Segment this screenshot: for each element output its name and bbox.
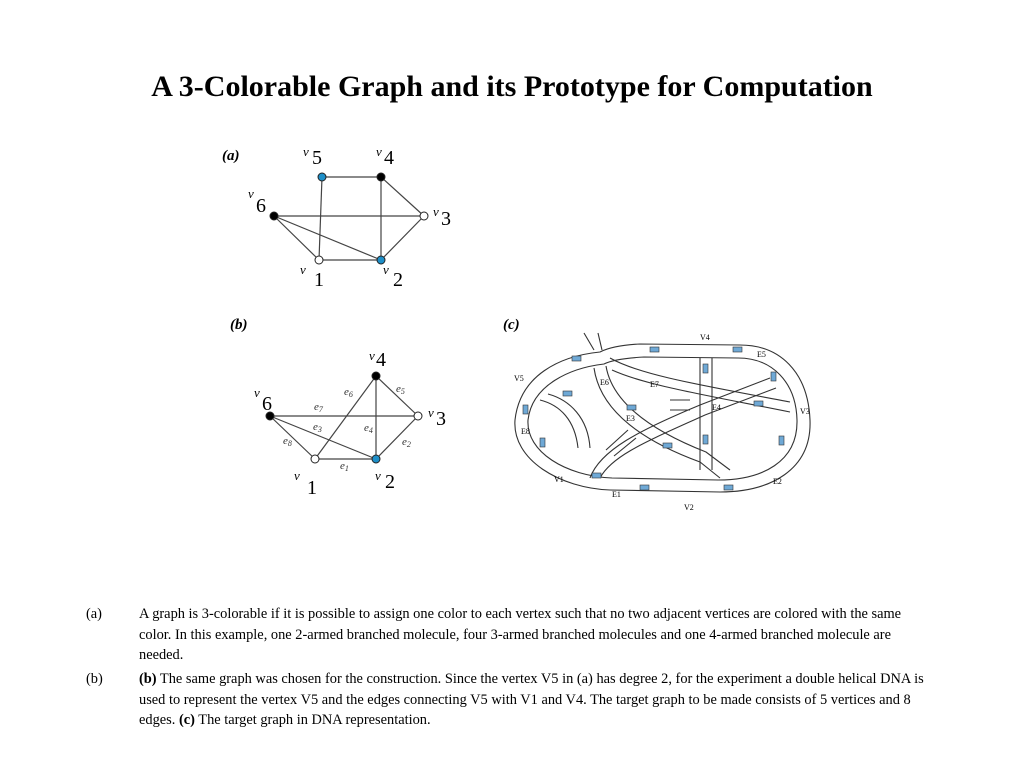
edge-label-e4: e4 <box>364 422 373 435</box>
dna-segment <box>703 435 708 444</box>
vertex-a-v6 <box>270 212 278 220</box>
dna-boxes <box>523 347 784 490</box>
dna-segment <box>771 372 776 381</box>
label-a-v5-prefix: v <box>303 144 309 159</box>
label-a-v4-num: 4 <box>384 147 394 169</box>
caption-b-text2: The target graph in DNA representation. <box>194 712 431 728</box>
label-a-v2-num: 2 <box>393 269 403 291</box>
dna-segment <box>523 405 528 414</box>
edge-label-e6: e6 <box>344 386 353 399</box>
vertex-b-v1 <box>311 455 319 463</box>
graph-a <box>274 177 424 260</box>
label-a-v5-num: 5 <box>312 147 322 169</box>
edge-b-e2 <box>376 416 418 459</box>
inner-strand-5b <box>548 394 590 448</box>
label-b-v1-prefix: v <box>294 468 300 483</box>
label-b-v2-prefix: v <box>375 468 381 483</box>
vertex-a-v1 <box>315 256 323 264</box>
label-b-v6-num: 6 <box>262 393 272 415</box>
dna-label-V5: V5 <box>514 374 524 383</box>
dna-label-V4: V4 <box>700 333 710 342</box>
dna-label-E1: E1 <box>612 490 621 499</box>
panel-c-label: (c) <box>503 317 520 333</box>
caption-b-text <box>139 669 929 731</box>
edge-v4-v3 <box>381 177 424 216</box>
edge-label-e1: e1 <box>340 460 349 473</box>
dna-label-E6: E6 <box>600 378 609 387</box>
dna-label-V2: V2 <box>684 503 694 512</box>
dna-segment <box>663 443 672 448</box>
dna-label-V1: V1 <box>554 475 564 484</box>
edge-label-e3: e3 <box>313 421 322 434</box>
outer-strand-outer <box>515 344 810 492</box>
dna-segment <box>754 401 763 406</box>
label-a-v1-prefix: v <box>300 262 306 277</box>
vertex-b-v3 <box>414 412 422 420</box>
label-a-v3-num: 3 <box>441 208 451 230</box>
vertex-a-v4 <box>377 173 385 181</box>
label-b-v2-num: 2 <box>385 471 395 493</box>
panel-b-label: (b) <box>230 317 248 333</box>
dna-segment <box>733 347 742 352</box>
edge-v5-v1 <box>319 177 322 260</box>
spike-right <box>670 400 690 410</box>
dna-segment <box>779 436 784 445</box>
dna-label-E2: E2 <box>773 477 782 486</box>
dna-label-E7: E7 <box>650 380 659 389</box>
edge-v2-v3 <box>381 216 424 260</box>
dna-label-E8: E8 <box>521 427 530 436</box>
vertex-b-v4 <box>372 372 380 380</box>
label-b-v3-prefix: v <box>428 405 434 420</box>
caption-b-text1: The same graph was chosen for the construction. Since the vertex V5 in (a) has degree 2, for the experiment a double helical DNA is used to represent the vertex V5 and the edges connecting V5 with V1 and V4. The target graph to be made consists of 5 vertices and 8 edges. <box>139 671 924 728</box>
label-a-v6-num: 6 <box>256 195 266 217</box>
label-a-v6-prefix: v <box>248 186 254 201</box>
label-b-v6-prefix: v <box>254 385 260 400</box>
dna-segment <box>540 438 545 447</box>
edge-label-e5: e5 <box>396 383 405 396</box>
dna-segment <box>627 405 636 410</box>
spike-top <box>584 333 602 350</box>
edge-b-e5 <box>376 376 418 416</box>
label-a-v3-prefix: v <box>433 204 439 219</box>
edge-label-e2: e2 <box>402 436 411 449</box>
dna-label-E3: E3 <box>626 414 635 423</box>
label-a-v2-prefix: v <box>383 262 389 277</box>
panel-a-label: (a) <box>222 148 240 164</box>
dna-segment <box>724 485 733 490</box>
caption-b-bold-b: (b) <box>139 671 157 687</box>
edge-label-e7: e7 <box>314 401 323 414</box>
dna-segment <box>640 485 649 490</box>
dna-segment <box>563 391 572 396</box>
dna-segment <box>703 364 708 373</box>
slide-title: A 3-Colorable Graph and its Prototype for Computation <box>151 70 873 103</box>
vertex-a-v3 <box>420 212 428 220</box>
label-b-v4-prefix: v <box>369 348 375 363</box>
dna-label-E4: E4 <box>712 403 721 412</box>
edge-label-e8: e8 <box>283 435 292 448</box>
label-a-v1-num: 1 <box>314 269 324 291</box>
edge-v6-v1 <box>274 216 319 260</box>
caption-b-tag: (b) <box>86 671 103 687</box>
label-a-v4-prefix: v <box>376 144 382 159</box>
label-b-v1-num: 1 <box>307 477 317 499</box>
vertex-b-v2 <box>372 455 380 463</box>
edge-v6-v2 <box>274 216 381 260</box>
caption-b-bold-c: (c) <box>178 712 195 728</box>
dna-label-V3: V3 <box>800 407 810 416</box>
dna-segment <box>650 347 659 352</box>
dna-label-E5: E5 <box>757 350 766 359</box>
inner-strand-2b <box>600 388 776 478</box>
vertices-a <box>270 173 428 264</box>
label-b-v4-num: 4 <box>376 349 386 371</box>
label-b-v3-num: 3 <box>436 408 446 430</box>
dna-segment <box>592 473 601 478</box>
caption-a-text: A graph is 3-colorable if it is possible to assign one color to each vertex such that no two adjacent vertices are colored with the same color. In this example, one 2-armed branched molecule, four 3-armed branched molecules and one 4-armed branched molecule are needed. <box>139 606 902 663</box>
edge-b-e8 <box>270 416 315 459</box>
dna-segment <box>572 356 581 361</box>
vertex-a-v5 <box>318 173 326 181</box>
caption-a-tag: (a) <box>86 606 102 622</box>
